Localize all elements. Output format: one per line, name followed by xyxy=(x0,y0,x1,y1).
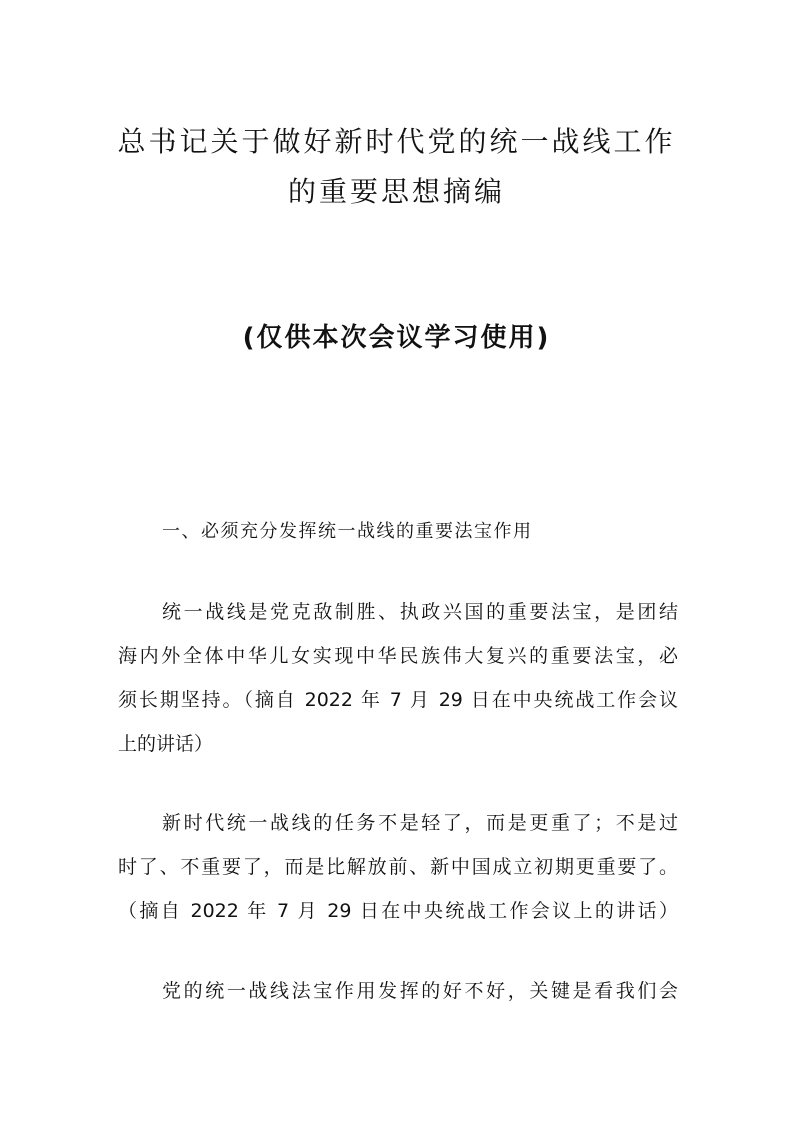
paragraph-1-line-2: 海内外全体中华儿女实现中华民族伟大复兴的重要法宝，必 xyxy=(118,645,678,667)
paragraph-2-line-3: （摘自 2022 年 7 月 29 日在中央统战工作会议上的讲话） xyxy=(118,900,678,922)
document-title-line-2: 的重要思想摘编 xyxy=(287,175,505,208)
paragraph-1-line-4: 上的讲话） xyxy=(118,733,214,755)
paragraph-1-line-3: 须长期坚持。（摘自 2022 年 7 月 29 日在中央统战工作会议 xyxy=(118,689,678,711)
document-title-line-1: 总书记关于做好新时代党的统一战线工作 xyxy=(117,125,676,158)
paragraph-2-line-2: 时了、不重要了，而是比解放前、新中国成立初期更重要了。 xyxy=(118,856,678,878)
paragraph-1-line-1: 统一战线是党克敌制胜、执政兴国的重要法宝，是团结 xyxy=(162,601,678,623)
document-subtitle: (仅供本次会议学习使用) xyxy=(242,323,551,353)
paragraph-2-line-1: 新时代统一战线的任务不是轻了，而是更重了；不是过 xyxy=(162,812,678,834)
section-heading: 一、必须充分发挥统一战线的重要法宝作用 xyxy=(162,521,533,542)
paragraph-3-line-1: 党的统一战线法宝作用发挥的好不好，关键是看我们会 xyxy=(162,980,678,1002)
